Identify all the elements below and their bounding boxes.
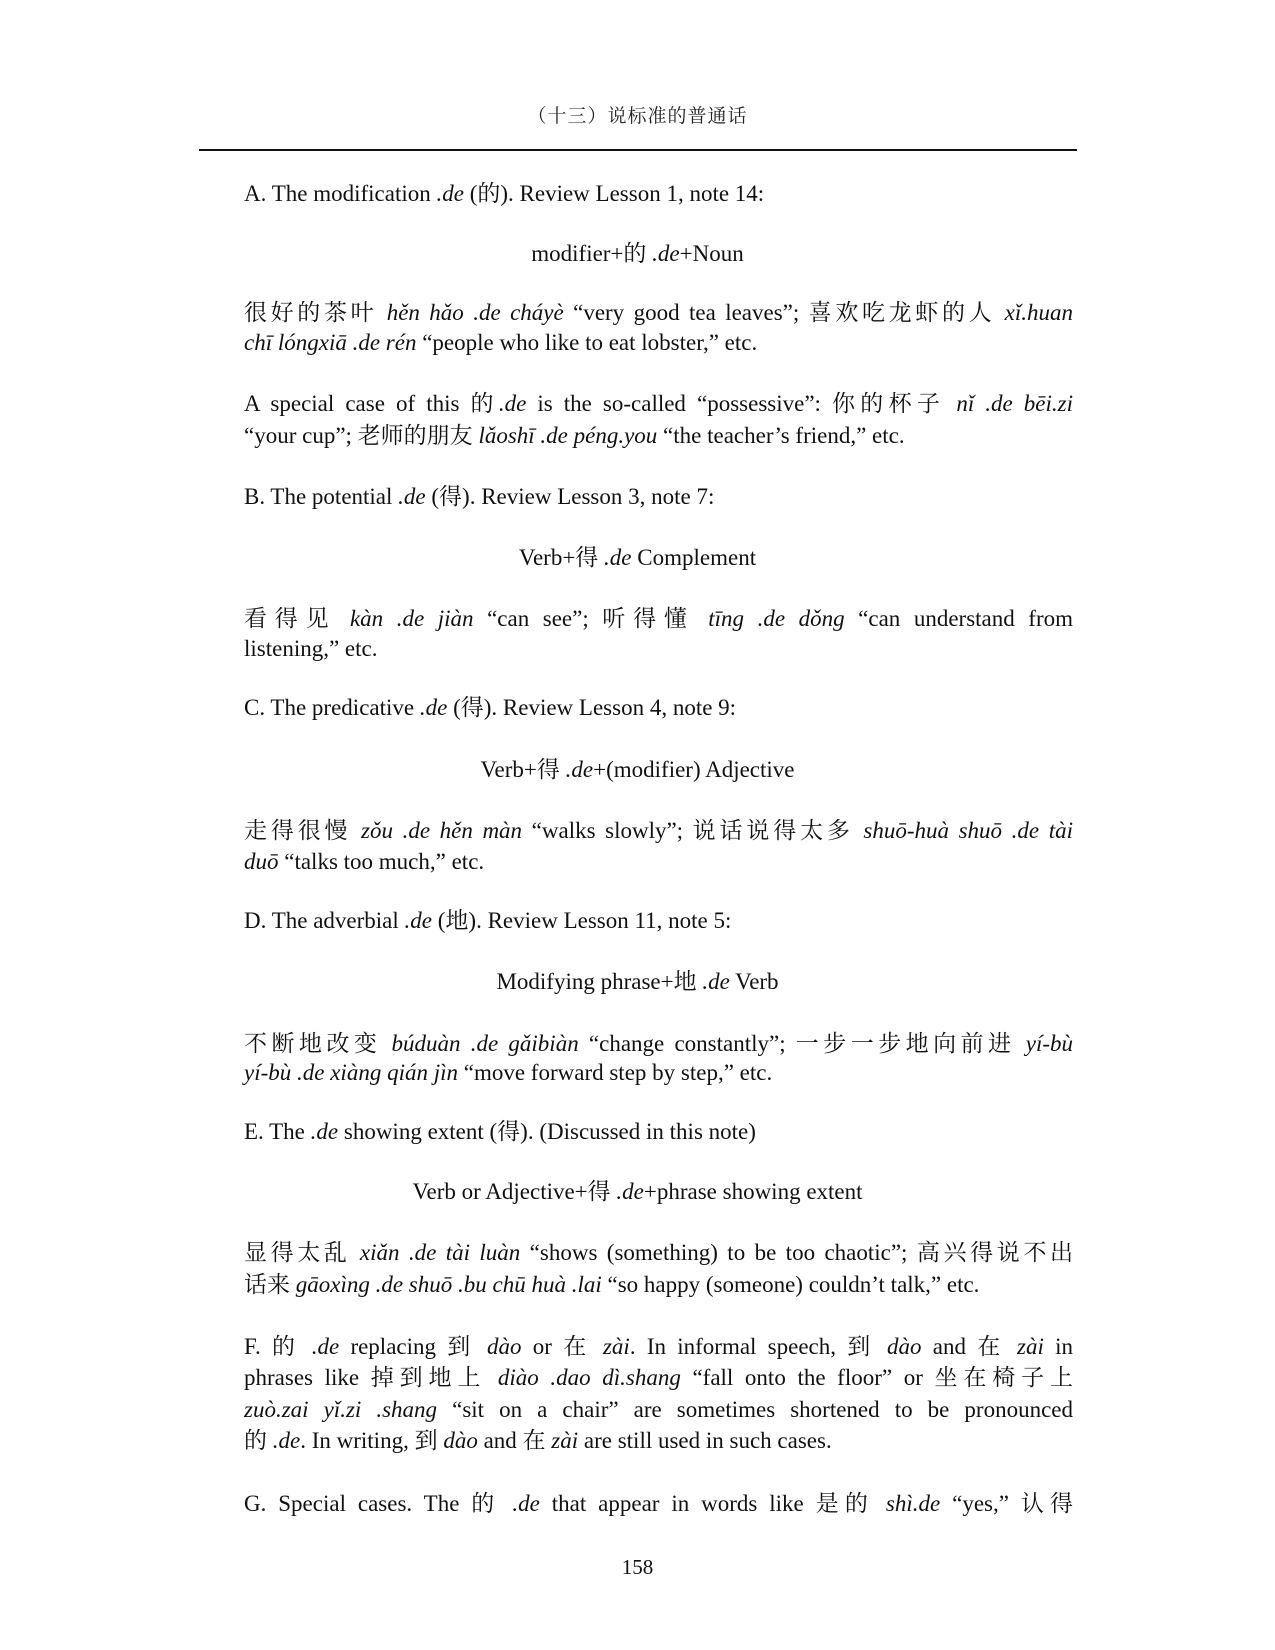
- pinyin-text: .de: [419, 695, 448, 720]
- section-a-example-line-2: [244, 329, 1073, 357]
- section-f-line-1: [244, 1333, 1073, 1361]
- pinyin-text: yí-bù .de xiàng qián jìn: [244, 1060, 458, 1085]
- body-text: Verb or Adjective+得: [412, 1179, 617, 1204]
- body-text: is the so-called “possessive”: 你的杯子: [526, 391, 957, 416]
- pinyin-text: diào .dao dì.shang: [497, 1365, 681, 1390]
- pinyin-text: nǐ .de bēi.zi: [956, 391, 1073, 416]
- body-text: “very good tea leaves”; 喜欢吃龙虾的人: [563, 300, 1005, 325]
- body-text: “people who like to eat lobster,” etc.: [416, 330, 758, 355]
- body-text: “move forward step by step,” etc.: [458, 1060, 773, 1085]
- section-e-formula: [0, 1178, 1275, 1206]
- body-text: Verb: [729, 969, 779, 994]
- body-text: “can understand from: [844, 606, 1074, 631]
- body-text: 显得太乱: [244, 1240, 360, 1265]
- section-f-line-4: [244, 1427, 1073, 1455]
- body-text: are still used in such cases.: [578, 1428, 832, 1453]
- pinyin-text: shuō-huà shuō .de tài: [863, 818, 1073, 843]
- body-text: “your cup”; 老师的朋友: [244, 423, 479, 448]
- pinyin-text: .de: [398, 484, 426, 509]
- pinyin-text: zuò.zai yǐ.zi .shang: [244, 1397, 438, 1422]
- body-text: and 在: [921, 1334, 1018, 1359]
- section-c-example-line-1: [244, 817, 1073, 845]
- body-text: listening,” etc.: [244, 636, 378, 661]
- page-number: 158: [621, 1555, 654, 1579]
- section-d-formula: [0, 968, 1275, 996]
- pinyin-text: shì.de: [885, 1491, 941, 1516]
- pinyin-text: .de: [512, 1491, 540, 1516]
- pinyin-text: .de: [310, 1119, 339, 1144]
- body-text: (地). Review Lesson 11, note 5:: [432, 908, 732, 933]
- pinyin-text: kàn .de jiàn: [349, 606, 474, 631]
- section-f-line-2: [244, 1364, 1073, 1392]
- section-f-line-3: [244, 1396, 1073, 1424]
- pinyin-text: lǎoshī .de péng.you: [478, 423, 658, 448]
- body-text: “sit on a chair” are sometimes shortened to be pronounced: [437, 1397, 1073, 1422]
- body-text: F. 的: [244, 1334, 312, 1359]
- section-d-example-line-1: [244, 1030, 1073, 1058]
- body-text: Verb+得: [480, 757, 566, 782]
- body-text: “change constantly”; 一步一步地向前进: [578, 1031, 1026, 1056]
- section-b-formula: [0, 544, 1275, 572]
- body-text: Verb+得: [518, 545, 605, 570]
- body-text: “fall onto the floor” or 坐在椅子上: [680, 1365, 1073, 1390]
- body-text: (得). Review Lesson 4, note 9:: [447, 695, 737, 720]
- pinyin-text: tīng .de dǒng: [708, 606, 845, 631]
- body-text: 走得很慢: [244, 818, 362, 843]
- body-text: 的: [244, 1428, 273, 1453]
- section-d-heading: [244, 907, 1073, 935]
- pinyin-text: búduàn .de gǎibiàn: [391, 1031, 579, 1056]
- body-text: 很好的茶叶: [244, 300, 387, 325]
- pinyin-text: .de: [311, 1334, 340, 1359]
- body-text: Complement: [631, 545, 757, 570]
- section-c-example-line-2: [244, 848, 1073, 876]
- pinyin-text: yí-bù: [1025, 1031, 1073, 1056]
- body-text: A special case of this 的: [244, 391, 499, 416]
- section-b-heading: [244, 483, 1073, 511]
- body-text: replacing 到: [339, 1334, 488, 1359]
- section-e-example-line-2: [244, 1271, 1073, 1299]
- pinyin-text: .de: [702, 969, 730, 994]
- body-text: in: [1043, 1334, 1074, 1359]
- body-text: +(modifier) Adjective: [593, 757, 795, 782]
- section-c-formula: [0, 756, 1275, 784]
- body-text: Modifying phrase+地: [496, 969, 703, 994]
- body-text: . In writing, 到: [300, 1428, 444, 1453]
- pinyin-text: gāoxìng .de shuō .bu chū huà .lai: [295, 1272, 602, 1297]
- body-text: “so happy (someone) couldn’t talk,” etc.: [601, 1272, 980, 1297]
- body-text: “shows (something) to be too chaotic”; 高兴得说不出: [520, 1240, 1073, 1265]
- pinyin-text: .de: [604, 545, 632, 570]
- body-text: or 在: [521, 1334, 603, 1359]
- pinyin-text: hěn hǎo .de cháyè: [386, 300, 564, 325]
- body-text: E. The: [244, 1119, 311, 1144]
- body-text: 看得见: [244, 606, 350, 631]
- running-header: （十三）说标准的普通话: [527, 106, 748, 127]
- pinyin-text: chī lóngxiā .de rén: [244, 330, 417, 355]
- body-text: 话来: [244, 1272, 296, 1297]
- section-a-example-line-1: [244, 299, 1073, 327]
- section-g-line-1: [244, 1490, 1073, 1518]
- body-text: modifier+的: [531, 241, 653, 266]
- pinyin-text: dào: [443, 1428, 478, 1453]
- pinyin-text: .de: [565, 757, 594, 782]
- section-a-special-line-1: [244, 390, 1073, 418]
- pinyin-text: dào: [487, 1334, 522, 1359]
- section-c-heading: [244, 694, 1073, 722]
- body-text: phrases like 掉到地上: [244, 1365, 498, 1390]
- body-text: A. The modification: [244, 181, 437, 206]
- section-a-special-line-2: [244, 422, 1073, 450]
- body-text: G. Special cases. The 的: [244, 1491, 513, 1516]
- pinyin-text: xiǎn .de tài luàn: [359, 1240, 521, 1265]
- pinyin-text: .de: [616, 1179, 644, 1204]
- section-b-example-line-2: [244, 635, 1073, 663]
- pinyin-text: .de: [498, 391, 527, 416]
- pinyin-text: .de: [272, 1428, 301, 1453]
- section-e-heading: [244, 1118, 1073, 1146]
- body-text: (得). Review Lesson 3, note 7:: [425, 484, 715, 509]
- pinyin-text: dào: [887, 1334, 922, 1359]
- header-rule: [199, 149, 1077, 151]
- body-text: showing extent (得). (Discussed in this note): [338, 1119, 756, 1144]
- body-text: and 在: [477, 1428, 552, 1453]
- body-text: “can see”; 听得懂: [473, 606, 709, 631]
- pinyin-text: zài: [602, 1334, 630, 1359]
- section-e-example-line-1: [244, 1239, 1073, 1267]
- pinyin-text: .de: [404, 908, 432, 933]
- pinyin-text: zǒu .de hěn màn: [361, 818, 523, 843]
- body-text: (的). Review Lesson 1, note 14:: [463, 181, 765, 206]
- section-a-formula: [0, 240, 1275, 268]
- pinyin-text: zài: [551, 1428, 579, 1453]
- body-text: C. The predicative: [244, 695, 420, 720]
- body-text: “the teacher’s friend,” etc.: [657, 423, 905, 448]
- section-b-example-line-1: [244, 605, 1073, 633]
- body-text: “talks too much,” etc.: [278, 849, 485, 874]
- pinyin-text: duō: [244, 849, 279, 874]
- body-text: that appear in words like 是的: [539, 1491, 886, 1516]
- body-text: “yes,” 认得: [940, 1491, 1074, 1516]
- section-d-example-line-2: [244, 1059, 1073, 1087]
- body-text: +Noun: [679, 241, 744, 266]
- pinyin-text: .de: [652, 241, 680, 266]
- pinyin-text: zài: [1017, 1334, 1044, 1359]
- body-text: B. The potential: [244, 484, 399, 509]
- body-text: D. The adverbial: [244, 908, 405, 933]
- body-text: 不断地改变: [244, 1031, 392, 1056]
- body-text: “walks slowly”; 说话说得太多: [522, 818, 864, 843]
- section-a-heading: [244, 180, 1073, 208]
- pinyin-text: .de: [436, 181, 464, 206]
- pinyin-text: xǐ.huan: [1004, 300, 1074, 325]
- body-text: . In informal speech, 到: [629, 1334, 888, 1359]
- body-text: +phrase showing extent: [643, 1179, 863, 1204]
